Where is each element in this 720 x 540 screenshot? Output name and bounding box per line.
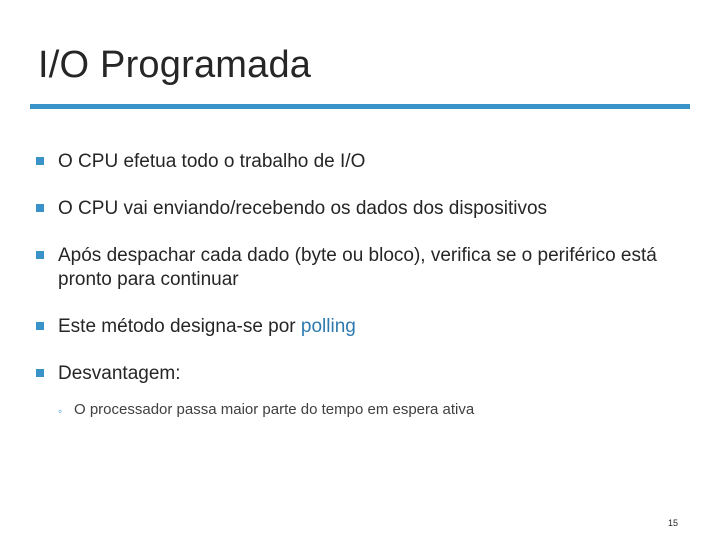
bullet-item	[36, 315, 676, 339]
bullet-item	[36, 244, 676, 292]
bullet-text: O CPU efetua todo o trabalho de I/O	[58, 151, 366, 172]
sub-bullet-list	[58, 400, 676, 420]
bullet-list	[36, 150, 676, 443]
sub-bullet-item	[58, 400, 676, 420]
page-number: 15	[668, 518, 679, 528]
title-underline	[30, 104, 690, 109]
sub-bullet-text: O processador passa maior parte do tempo em espera ativa	[74, 401, 475, 418]
bullet-item	[36, 150, 676, 174]
bullet-text: Este método designa-se por	[58, 316, 301, 337]
bullet-item	[36, 362, 676, 420]
square-bullet-icon	[36, 251, 44, 259]
polling-term: polling	[300, 316, 356, 337]
slide-title: I/O Programada	[38, 44, 312, 86]
square-bullet-icon	[36, 369, 44, 377]
square-bullet-icon	[36, 204, 44, 212]
bullet-text: Desvantagem:	[58, 363, 181, 384]
square-bullet-icon	[36, 322, 44, 330]
square-bullet-icon	[36, 157, 44, 165]
circle-bullet-icon: ◦	[58, 404, 63, 418]
bullet-text: Após despachar cada dado (byte ou bloco), verifica se o periférico está pronto para continuar	[58, 245, 657, 290]
bullet-item	[36, 197, 676, 221]
bullet-text: O CPU vai enviando/recebendo os dados dos dispositivos	[58, 198, 548, 219]
